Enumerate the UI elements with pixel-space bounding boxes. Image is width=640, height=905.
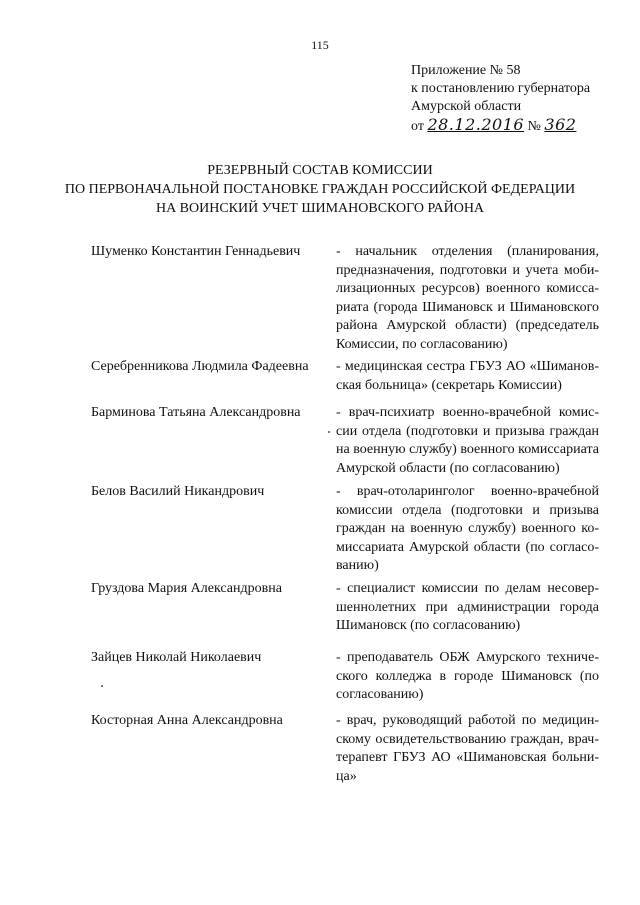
- page-number: 115: [311, 38, 329, 52]
- member-role: - начальник отделения (планирования, предназначения, подготовки и учета мобилизационных ресурсов) военного комиссариата (города Шимановск и Шимановского района Амурской области) (председатель Комиссии, по согласованию): [336, 244, 599, 352]
- member-role: - медицинская сестра ГБУЗ АО «Шимановская больница» (секретарь Комиссии): [336, 359, 599, 393]
- signature-number-field: [544, 115, 577, 134]
- member-role: - преподаватель ОБЖ Амурского технического колледжа в городе Шимановск (по согласованию): [336, 650, 599, 702]
- member-name: Шуменко Константин Геннадьевич: [91, 244, 301, 259]
- member-name: Груздова Мария Александровна: [91, 581, 282, 596]
- member-role: - врач, руководящий работой по медицинскому освидетельствованию граждан, врачтерапевт ГБУЗ АО «Шимановская больница»: [336, 713, 599, 784]
- handwritten-date: 28.12.2016: [427, 115, 525, 134]
- member-name: Косторная Анна Александровна: [91, 713, 283, 728]
- member-role: - врач-отоларинголог военно-врачебной комиссии отдела (подготовки и призыва граждан на военную службу) военного комиссариата Амурской области (по согласованию): [336, 484, 599, 573]
- scan-speck: [328, 431, 330, 433]
- title-line-1: РЕЗЕРВНЫЙ СОСТАВ КОМИССИИ: [207, 163, 433, 178]
- member-name: Барминова Татьяна Александровна: [91, 405, 301, 420]
- member-role: - врач-психиатр военно-врачебной комиссии отдела (подготовки и призыва граждан на военную службу) военного комиссариата Амурской области (по согласованию): [336, 405, 599, 476]
- title-line-3: НА ВОИНСКИЙ УЧЕТ ШИМАНОВСКОГО РАЙОНА: [155, 201, 485, 216]
- number-prefix: №: [527, 119, 541, 134]
- member-name: Серебренникова Людмила Фадеевна: [91, 359, 309, 374]
- handwritten-number: 362: [544, 115, 577, 134]
- title-line-2: ПО ПЕРВОНАЧАЛЬНОЙ ПОСТАНОВКЕ ГРАЖДАН РОССИЙСКОЙ ФЕДЕРАЦИИ: [64, 182, 576, 197]
- appendix-line-1: Приложение № 58: [411, 63, 521, 78]
- scan-speck: [101, 685, 103, 687]
- appendix-block: [411, 62, 590, 136]
- date-prefix: от: [411, 119, 424, 134]
- appendix-line-3: Амурской области: [411, 99, 522, 114]
- member-role: - специалист комиссии по делам несовершеннолетних при администрации города Шимановск (по согласованию): [336, 581, 599, 633]
- member-name: Белов Василий Никандрович: [91, 484, 265, 499]
- document-title: [0, 161, 640, 218]
- member-name: Зайцев Николай Николаевич: [91, 650, 262, 665]
- appendix-line-2: к постановлению губернатора: [411, 81, 591, 96]
- appendix-date-line: [411, 116, 590, 136]
- signature-date-field: [427, 115, 525, 134]
